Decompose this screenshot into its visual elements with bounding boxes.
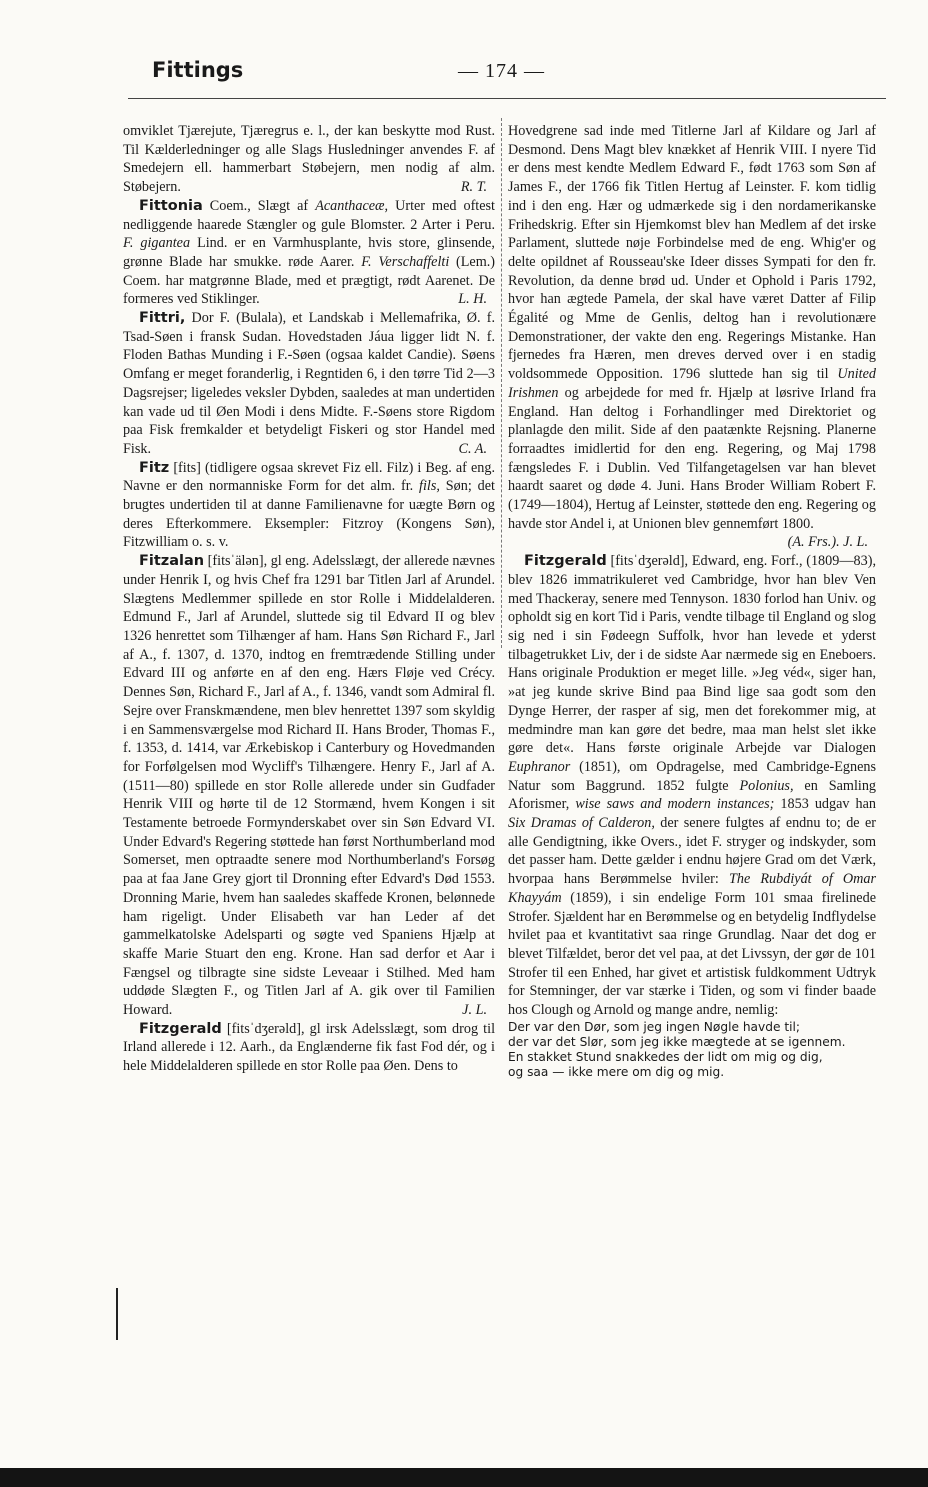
header-rule xyxy=(128,98,886,99)
left-column xyxy=(123,122,495,1076)
entry-fitzalan: Fitzalan [fitsˈälən], gl eng. Adelsslægt, der allerede nævnes under Henrik I, og hvis Chef fra 1291 bar Titlen Jarl af Arundel. Slægtens Medlemmer spillede en stor Rolle i Middelalderen. Edmund F., Jarl af Arundel, sluttede sig til Edvard II og blev 1326 henrettet som Tilhænger af ham. Hans Søn Richard F., Jarl af A., f. 1307, d. 1370, indtog en fremtrædende Stilling under Edvard III og anførte en af den eng. Hærs Fløje ved Crécy. Dennes Søn, Richard F., Jarl af A., f. 1346, vandt som Admiral fl. Sejre over Franskmændene, men blev henrettet 1397 som skyldig i en Sammensværgelse mod Richard II. Hans Broder, Thomas F., f. 1353, d. 1414, var Ærkebiskop i Canterbury og Hovedmanden for Forfølgelsen mod Wycliff's Tilhængere. Henry F., Jarl af A. (1511—80) spillede en stor Rolle allerede under sin Gudfader Henrik VIII og hørte til de 12 Stormænd, hvem Kongen i sit Testamente betroede Formynderskabet over sin Søn Edvard VI. Under Edvard's Regering støttede han først Northumberland mod Somerset, men optraadte senere mod Northumberland's Forsøg paa at faa Jane Grey gjort til Dronning efter Edvard's Død 1553. Dronning Marie, hvem han saaledes skaffede Kronen, belønnede ham rigeligt. Under Elisabeth var han Leder af det gammelkatolske Adelsparti og søgte ved Spaniens Hjælp at skaffe Marie Stuart den eng. Krone. Han sad derfor et Aar i Fængsel og tilbragte sine sidste Leveaar i Stilhed. Med ham uddøde Slægten F., og Titlen Jarl af A. gik over til Familien Howard. J. L. xyxy=(123,553,495,1019)
right-column xyxy=(508,122,876,1080)
headword: Fitz xyxy=(139,459,170,476)
headword: Fittonia xyxy=(139,197,203,214)
signature: C. A. xyxy=(458,440,487,457)
entry-fittonia: Fittonia Coem., Slægt af Acanthaceæ, Urter med oftest nedliggende haarede Stængler og gule Blomster. 2 Arter i Peru. F. gigantea Lind. er en Varmhusplante, hvis store, glinsende, grønne Blade har smukke. røde Aarer. F. Verschaffelti (Lem.) Coem. har matgrønne Blade, med et prægtigt, rødt Aarenet. De formeres ved Stiklinger. L. H. xyxy=(123,197,496,308)
entry-fittri: Fittri, Dor F. (Bulala), et Landskab i Mellemafrika, Ø. f. Tsad-Søen i fransk Sudan. Hovedstaden Jáua ligger lidt N. f. Floden Bathas Munding i F.-Søen (ogsaa kaldet Candie). Søens Omfang er meget foranderlig, i Regntiden 6, i den tørre Tid 2—3 Dagsrejser; ligeledes veksler Dybden, saaledes at man undertiden kan vade ud til Øen Modi i dens Midte. F.-Søens store Rigdom paa Fisk fremkalder et betydeligt Fiskeri og stor Handel med Fisk. C. A. xyxy=(123,310,495,457)
entry-fitzgerald-family: Fitzgerald [fitsˈdʒerəld], gl irsk Adelsslægt, som drog til Irland allerede i 12. Aarh., da Englænderne fik fast Fod dér, og i hele Middelalderen spillede en stor Rolle paa Øen. Dens to xyxy=(123,1020,496,1075)
page-header xyxy=(128,56,888,96)
headword: Fittri, xyxy=(139,310,186,327)
headword: Fitzalan xyxy=(139,553,205,570)
margin-mark xyxy=(116,1288,118,1340)
poem-quote xyxy=(508,1020,876,1080)
signature: (A. Frs.). J. L. xyxy=(787,534,868,551)
column-divider xyxy=(501,118,502,648)
entry-fitzgerald-edward: Fitzgerald [fitsˈdʒerəld], Edward, eng. Forf., (1809—83), blev 1826 immatrikuleret ved Cambridge, hvor han blev Ven med Thackeray, senere med Tennyson. 1830 forlod han Univ. og opholdt sig en kort Tid i Paris, vendte tilbage til England og slog sig ned i sin Fødeegn Suffolk, hvor han levede et yderst tilbagetrukket Liv, der i de sidste Aar nærmede sig en Eneboers. Hans originale Produktion er meget lille. »Jeg véd«, siger han, »at jeg kunde skrive Bind paa Bind lige saa godt som den Dynge Herrer, der rasper af sig, men det forekommer mig, at medmindre man kan gøre det bedre, maa man helst slet ikke gøre det«. Hans første originale Arbejde var Dialogen Euphranor (1851), om Opdragelse, med Cambridge-Egnens Natur som Baggrund. 1852 fulgte Polonius, en Samling Aforismer, wise saws and modern instances; 1853 udgav han Six Dramas of Calderon, der senere fulgtes af endnu to; de er alle Gendigtning, ikke Overs., idet F. stryger og indskyder, som det passer ham. Dette gælder i endnu højere Grad om det Værk, hvorpaa hans Berømmelse hviler: The Rubdiyát of Omar Khayyám (1859), i sin endelige Form 101 smaa firelinede Strofer. Sjældent har en Berømmelse og en betydelig Indflydelse hvilet paa et kvantitativt saa ringe Grundlag. Naar det dog er blevet Tilfældet, beror det vel paa, at det Livssyn, der gør de 101 Strofer til een Enhed, har givet et artistisk fuldkomment Udtryk for Stemninger, der var stærke i Tiden, og som vi finder baade hos Clough og Arnold og mange andre, nemlig: xyxy=(508,553,877,1019)
entry-fitzgerald-family-cont: Hovedgrene sad inde med Titlerne Jarl af Kildare og Jarl af Desmond. Dens Magt blev knækket af Henrik VIII. I nyere Tid er dens mest kendte Medlem Edward F., født 1763 som Søn af James F., der 1766 fik Titlen Hertug af Leinster. F. kom tidlig ind i den eng. Hær og udmærkede sig i den nordamerikanske Frihedskrig. Efter sin Hjemkomst blev han Medlem af det irske Parlament, sluttede nøje Forbindelse med de eng. Whig'er og delte opildnet af Rousseau'ske Ideer disses Sympati for den fr. Revolution, da denne brød ud. Under et Ophold i Paris 1792, hvor han ægtede Pamela, der skal have været Datter af Filip Égalité og Mme de Genlis, deltog han i revolutionære Demonstrationer, der vakte den eng. Regerings Mistanke. Han fjernedes fra Hæren, men dreves derved over i en stadig voldsommede Opposition. 1796 sluttede han sig til United Irishmen og arbejdede for med fr. Hjælp at løsrive Irland fra England. Han deltog i Forhandlinger med Direktoriet og planlagde den milit. Side af den paatænkte Rejsning. Planerne forraadtes imidlertid for den eng. Regering, og Maj 1798 fængsledes F. i Dublin. Ved Tilfangetagelsen var han blevet haardt saaret og døde 4. Juni. Hans Broder William Robert F. (1749—1804), Hertug af Leinster, støttede den eng. Regering og havde stor Andel i, at Unionen blev gennemført 1800. xyxy=(508,123,876,532)
poem-line: der var det Slør, som jeg ikke mægtede at se igennem. xyxy=(508,1034,846,1049)
signature: R. T. xyxy=(460,179,487,196)
headword: Fitzgerald xyxy=(139,1020,222,1037)
signature: L. H. xyxy=(458,291,487,308)
poem-line: En stakket Stund snakkedes der lidt om mig og dig, xyxy=(508,1049,823,1064)
signature: J. L. xyxy=(462,1002,487,1019)
entry-fittings-cont: omviklet Tjærejute, Tjæregrus e. l., der kan beskytte mod Rust. Til Kælderledninger og alle Slags Husledninger anvendes F. af Smedejern ell. hammerbart Støbejern, men nodig af alm. Støbejern. R. T. xyxy=(123,123,495,196)
poem-line: Der var den Dør, som jeg ingen Nøgle havde til; xyxy=(508,1019,800,1034)
poem-line: og saa — ikke mere om dig og mig. xyxy=(508,1064,725,1079)
signature-line xyxy=(508,533,876,552)
page-number: — 174 — xyxy=(458,60,545,82)
scan-edge-bar xyxy=(0,1468,928,1487)
running-head-keyword: Fittings xyxy=(152,58,244,82)
headword: Fitzgerald xyxy=(524,553,607,570)
entry-fitz: Fitz [fits] (tidligere ogsaa skrevet Fiz ell. Filz) i Beg. af eng. Navne er den normanniske Form for det alm. fr. fils, Søn; det brugtes undertiden til at danne Familienavne for uægte Børn og deres Efterkommere. Eksempler: Fitzroy (Kongens Søn), Fitzwilliam o. s. v. xyxy=(123,459,495,551)
